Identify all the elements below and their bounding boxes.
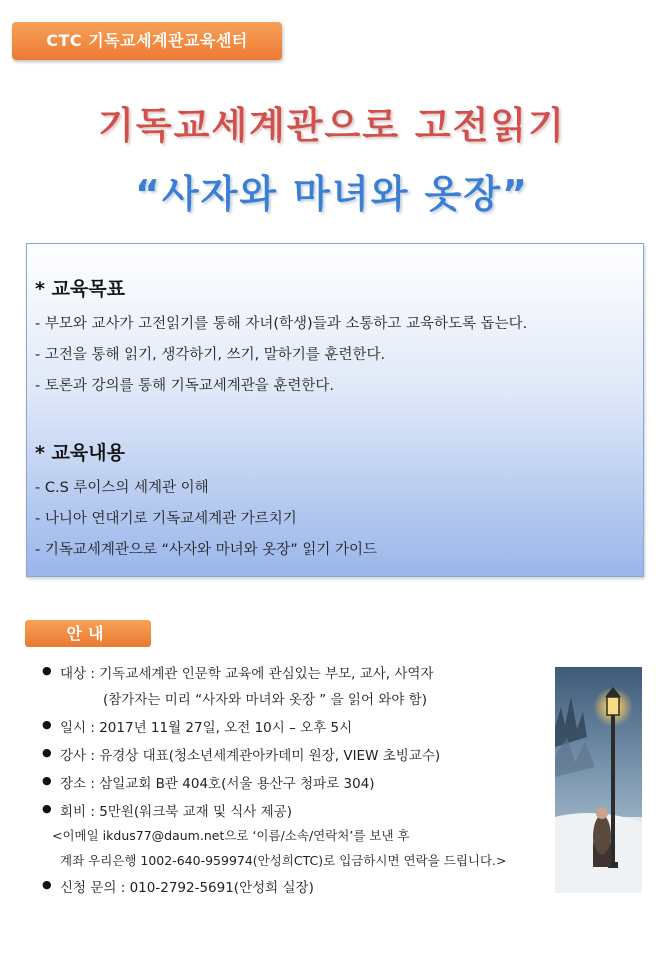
content-heading: * 교육내용 [35,442,125,464]
notice-fee-account: 계좌 우리은행 1002-640-959974(안성희CTC)로 입금하시면 연락을 드립니다.> [60,853,507,868]
bullet-icon: ● [42,746,52,759]
notice-speaker: 강사 : 유경상 대표(청소년세계관아카데미 원장, VIEW 초빙교수) [60,748,441,764]
content-item: - 나니아 연대기로 기독교세계관 가르치기 [35,511,297,527]
goal-item: - 토론과 강의를 통해 기독교세계관을 훈련한다. [35,378,335,394]
page-title: 기독교세계관으로 고전읽기 [98,104,566,147]
goal-item: - 부모와 교사가 고전읽기를 통해 자녀(학생)들과 소통하고 교육하도록 돕는다. [35,316,528,332]
bullet-icon: ● [42,774,52,787]
notice-tab: 안내 [25,620,151,647]
page-subtitle: “사자와 마녀와 옷장” [134,172,530,216]
content-item: - C.S 루이스의 세계관 이해 [35,480,209,496]
bullet-icon: ● [42,802,52,815]
notice-fee-email: <이메일 ikdus77@daum.net으로 ‘이름/소속/연락처’를 보낸 후 [52,828,410,843]
notice-target: 대상 : 기독교세계관 인문학 교육에 관심있는 부모, 교사, 사역자 [60,666,434,682]
notice-fee: 회비 : 5만원(워크북 교재 및 식사 제공) [60,804,292,820]
org-badge: CTC 기독교세계관교육센터 [12,22,282,60]
education-info-box [26,243,644,577]
notice-place: 장소 : 삼일교회 B관 404호(서울 용산구 청파로 304) [60,776,375,792]
bullet-icon: ● [42,664,52,677]
goals-heading: * 교육목표 [35,278,125,300]
content-item: - 기독교세계관으로 “사자와 마녀와 옷장” 읽기 가이드 [35,542,378,558]
notice-date: 일시 : 2017년 11월 27일, 오전 10시 – 오후 5시 [60,720,353,736]
goal-item: - 고전을 통해 읽기, 생각하기, 쓰기, 말하기를 훈련한다. [35,347,386,363]
narnia-lamppost-image [555,667,642,893]
bullet-icon: ● [42,878,52,891]
notice-target-note: (참가자는 미리 “사자와 마녀와 옷장 ” 을 읽어 와야 함) [103,692,427,708]
notice-inquiry: 신청 문의 : 010-2792-5691(안성희 실장) [60,880,314,896]
bullet-icon: ● [42,718,52,731]
